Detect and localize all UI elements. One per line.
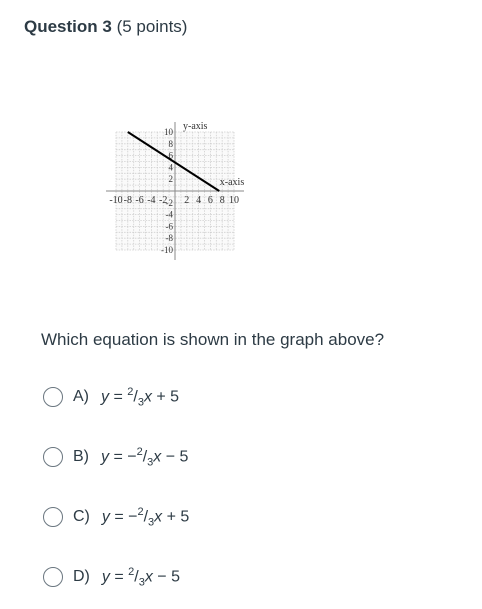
answer-option-c[interactable]	[43, 504, 189, 530]
y-tick-label: 2	[168, 174, 173, 185]
answer-letter: A)	[73, 388, 89, 405]
y-tick-label: -6	[165, 221, 173, 232]
question-number: Question 3	[24, 17, 112, 36]
answer-option-d[interactable]	[43, 564, 180, 590]
answer-option-b[interactable]	[43, 444, 188, 470]
x-tick-label: 2	[184, 195, 190, 206]
y-tick-label: 10	[164, 127, 173, 137]
y-tick-label: -10	[161, 245, 173, 255]
x-tick-label: -10	[109, 195, 123, 206]
coordinate-graph	[40, 55, 310, 325]
answer-equation: $y = ^2/_3x + 5$	[101, 385, 180, 409]
x-tick-label: -2	[159, 195, 168, 206]
answer-letter: C)	[73, 508, 90, 525]
radio-d[interactable]	[43, 567, 63, 587]
question-prompt: Which equation is shown in the graph above?	[41, 330, 385, 349]
x-tick-label: 6	[207, 195, 213, 206]
y-tick-label: -8	[165, 233, 173, 244]
y-tick-label: -2	[165, 197, 173, 208]
x-tick-label: -4	[147, 195, 156, 206]
question-title	[24, 17, 187, 37]
x-tick-label: -6	[135, 195, 144, 206]
x-tick-label: 8	[219, 195, 225, 206]
radio-b[interactable]	[43, 447, 63, 467]
y-tick-label: -4	[165, 209, 173, 220]
radio-c[interactable]	[43, 507, 63, 527]
x-tick-label: 10	[229, 195, 239, 206]
answer-option-a[interactable]	[43, 384, 179, 410]
answer-letter: B)	[73, 448, 89, 465]
x-tick-label: -8	[123, 195, 132, 206]
question-points: (5 points)	[116, 17, 188, 36]
answer-equation: $y = -^2/_3x + 5$	[101, 505, 190, 529]
radio-a[interactable]	[43, 387, 63, 407]
graph-svg	[40, 55, 310, 320]
y-tick-label: 6	[168, 150, 173, 161]
answer-equation: $y = -^2/_3x - 5$	[101, 445, 189, 469]
answer-equation: $y = ^2/_3x - 5$	[101, 565, 180, 589]
y-axis-label: y-axis	[183, 121, 208, 132]
answer-letter: D)	[73, 568, 90, 585]
y-tick-label: 4	[168, 162, 173, 173]
x-tick-label: 4	[196, 195, 202, 206]
y-tick-label: 8	[168, 138, 173, 149]
x-axis-label: x-axis	[219, 177, 245, 188]
